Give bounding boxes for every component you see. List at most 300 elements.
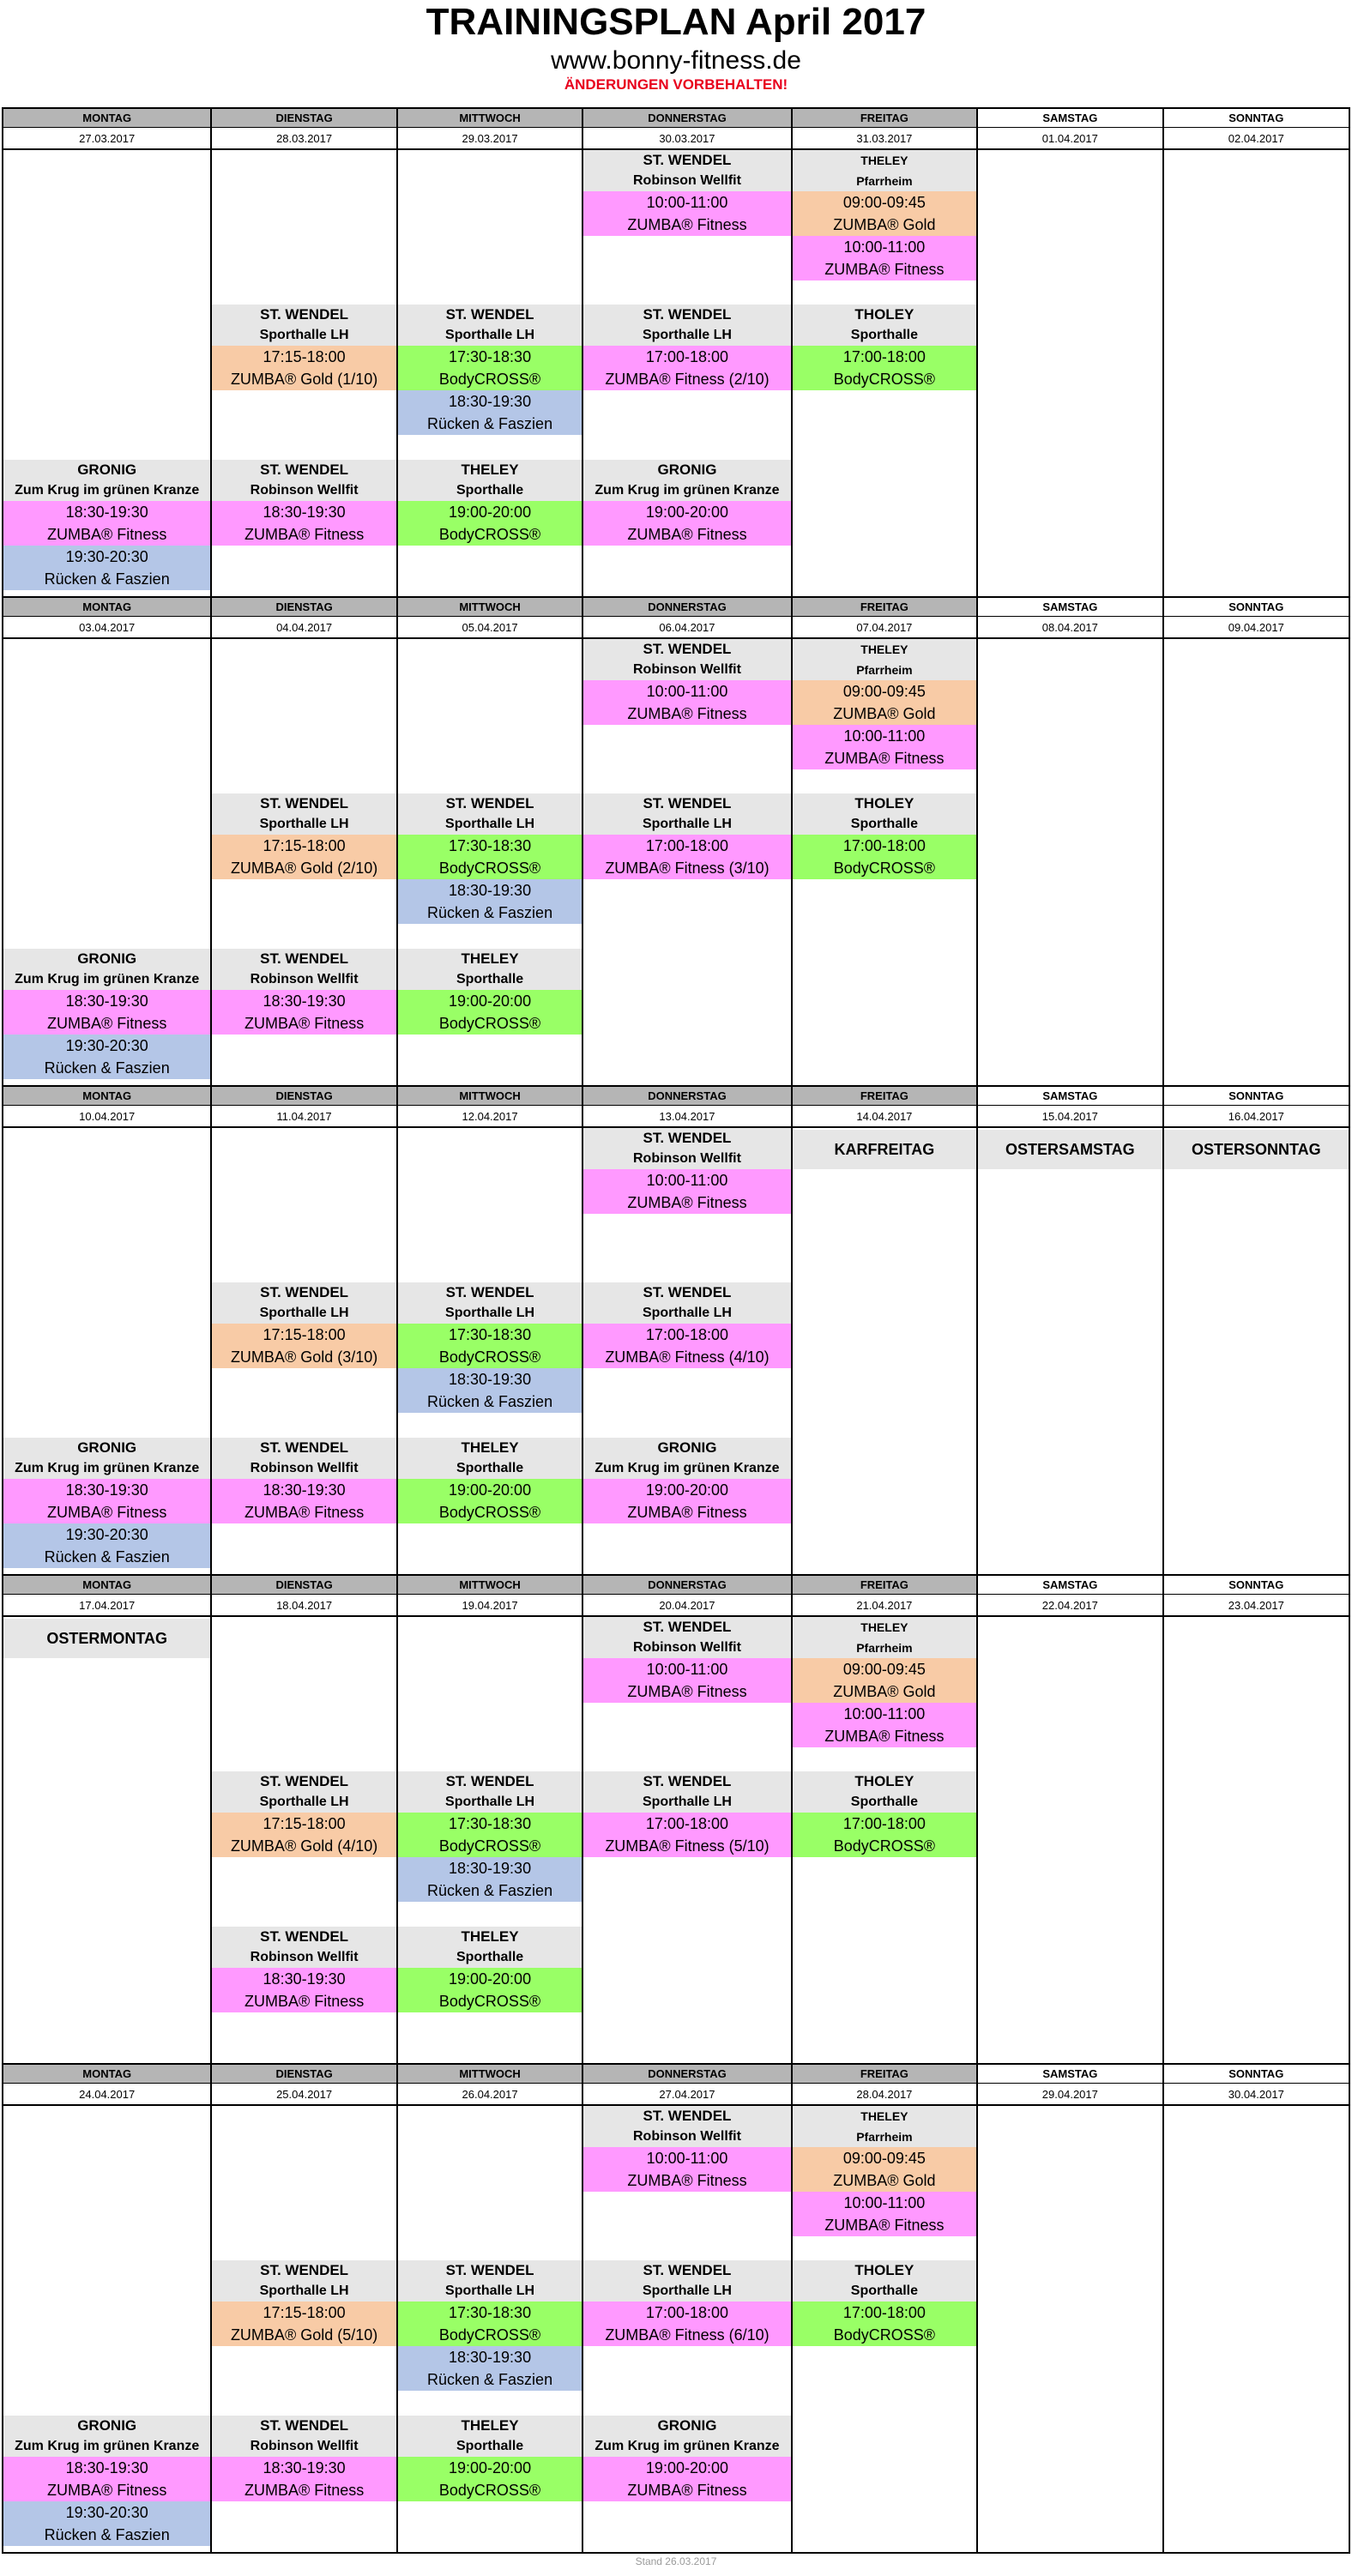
location-name: ST. WENDEL bbox=[445, 1284, 534, 1300]
class-name: Rücken & Faszien bbox=[44, 1548, 170, 1566]
class-time: 19:30-20:30 bbox=[65, 1037, 148, 1054]
date-cell: 08.04.2017 bbox=[978, 617, 1163, 639]
class-block[interactable] bbox=[398, 2457, 582, 2501]
class-block[interactable] bbox=[212, 835, 395, 879]
location-name: GRONIG bbox=[77, 1439, 137, 1456]
class-block[interactable] bbox=[583, 346, 790, 390]
weekday-header: MITTWOCH bbox=[398, 107, 583, 128]
class-block[interactable] bbox=[3, 1035, 210, 1079]
training-slot[interactable] bbox=[793, 1771, 976, 1857]
weekday-header: SONNTAG bbox=[1164, 1574, 1349, 1595]
location-header bbox=[3, 460, 210, 501]
class-block[interactable] bbox=[793, 2147, 976, 2192]
training-slot[interactable] bbox=[3, 1438, 210, 1568]
training-slot[interactable] bbox=[3, 949, 210, 1079]
class-time: 18:30-19:30 bbox=[449, 393, 532, 410]
training-slot[interactable] bbox=[583, 150, 790, 236]
training-slot[interactable] bbox=[398, 1282, 582, 1413]
class-block[interactable] bbox=[793, 835, 976, 879]
training-slot[interactable] bbox=[793, 305, 976, 390]
week-body bbox=[3, 150, 1349, 596]
day-column bbox=[978, 1128, 1163, 1574]
class-block[interactable] bbox=[398, 990, 582, 1035]
weekday-header: SAMSTAG bbox=[978, 1085, 1163, 1106]
location-name: ST. WENDEL bbox=[260, 950, 349, 967]
training-slot[interactable] bbox=[398, 949, 582, 1035]
training-slot[interactable] bbox=[212, 1282, 395, 1368]
training-slot[interactable] bbox=[212, 949, 395, 1035]
location-header bbox=[583, 460, 790, 501]
training-slot[interactable] bbox=[398, 2416, 582, 2501]
class-name: ZUMBA® Gold (2/10) bbox=[230, 860, 378, 877]
class-block[interactable] bbox=[398, 2346, 582, 2391]
class-name: ZUMBA® Fitness bbox=[627, 1194, 747, 1211]
weekday-header: DIENSTAG bbox=[212, 107, 397, 128]
training-slot[interactable] bbox=[398, 2260, 582, 2391]
class-block[interactable] bbox=[583, 2147, 790, 2192]
venue-name: Sporthalle bbox=[850, 2283, 918, 2298]
class-name: Rücken & Faszien bbox=[427, 1393, 553, 1410]
day-column bbox=[793, 1128, 978, 1574]
class-name: ZUMBA® Gold bbox=[833, 1683, 936, 1700]
venue-name: Zum Krug im grünen Kranze bbox=[15, 483, 200, 498]
class-block[interactable] bbox=[398, 1857, 582, 1902]
training-slot[interactable] bbox=[583, 793, 790, 879]
day-column bbox=[1164, 2106, 1349, 2552]
class-time: 18:30-19:30 bbox=[449, 882, 532, 899]
venue-name: Zum Krug im grünen Kranze bbox=[15, 972, 200, 986]
venue-name: Sporthalle LH bbox=[445, 328, 535, 342]
day-column bbox=[793, 1617, 978, 2063]
class-block[interactable] bbox=[212, 2302, 395, 2346]
location-name: ST. WENDEL bbox=[643, 1619, 732, 1635]
location-name: ST. WENDEL bbox=[260, 2417, 349, 2434]
class-time: 17:30-18:30 bbox=[449, 348, 532, 365]
disclaimer-text: ÄNDERUNGEN VORBEHALTEN! bbox=[564, 76, 788, 93]
date-row bbox=[3, 128, 1349, 150]
class-time: 18:30-19:30 bbox=[263, 1970, 346, 1988]
location-header bbox=[212, 1927, 395, 1968]
class-block[interactable] bbox=[3, 1479, 210, 1523]
class-name: ZUMBA® Gold (4/10) bbox=[230, 1837, 378, 1855]
class-name: BodyCROSS® bbox=[438, 2326, 541, 2344]
class-block[interactable] bbox=[3, 990, 210, 1035]
class-block[interactable] bbox=[793, 191, 976, 236]
weekday-header-row bbox=[3, 1085, 1349, 1106]
class-block[interactable] bbox=[583, 2457, 790, 2501]
weekday-header: MONTAG bbox=[3, 1574, 212, 1595]
class-block[interactable] bbox=[793, 1703, 976, 1747]
class-name: Rücken & Faszien bbox=[44, 1059, 170, 1077]
class-block[interactable] bbox=[398, 1479, 582, 1523]
location-name: ST. WENDEL bbox=[260, 2262, 349, 2278]
location-name: ST. WENDEL bbox=[260, 795, 349, 811]
class-block[interactable] bbox=[583, 1324, 790, 1368]
location-header bbox=[583, 2106, 790, 2147]
location-header bbox=[793, 2260, 976, 2302]
date-cell: 29.04.2017 bbox=[978, 2084, 1163, 2106]
day-column bbox=[793, 150, 978, 596]
venue-name: Zum Krug im grünen Kranze bbox=[15, 1461, 200, 1475]
class-time: 18:30-19:30 bbox=[263, 2459, 346, 2476]
class-time: 17:00-18:00 bbox=[842, 2304, 926, 2321]
weekday-header-row bbox=[3, 2063, 1349, 2084]
training-slot[interactable] bbox=[398, 305, 582, 435]
class-time: 17:00-18:00 bbox=[645, 1815, 729, 1832]
location-name: THELEY bbox=[461, 950, 519, 967]
day-column bbox=[583, 639, 792, 1085]
class-block[interactable] bbox=[3, 546, 210, 590]
class-time: 17:30-18:30 bbox=[449, 1815, 532, 1832]
venue-name: Sporthalle LH bbox=[259, 1795, 349, 1809]
training-slot[interactable] bbox=[583, 639, 790, 725]
class-block[interactable] bbox=[398, 501, 582, 546]
location-header bbox=[793, 305, 976, 346]
class-name: BodyCROSS® bbox=[438, 1837, 541, 1855]
date-cell: 30.03.2017 bbox=[583, 128, 792, 150]
weekday-header-row bbox=[3, 1574, 1349, 1595]
day-column bbox=[978, 639, 1163, 1085]
class-time: 17:00-18:00 bbox=[842, 348, 926, 365]
location-name: THELEY bbox=[860, 2109, 908, 2123]
venue-name: Pfarrheim bbox=[856, 2130, 913, 2144]
training-slot[interactable] bbox=[3, 460, 210, 590]
location-header bbox=[583, 793, 790, 835]
week-body bbox=[3, 1617, 1349, 2063]
class-name: ZUMBA® Fitness bbox=[244, 1015, 365, 1032]
class-block[interactable] bbox=[398, 879, 582, 924]
weekday-header: MONTAG bbox=[3, 2063, 212, 2084]
training-slot[interactable] bbox=[583, 1128, 790, 1214]
date-cell: 12.04.2017 bbox=[398, 1106, 583, 1128]
date-row bbox=[3, 2084, 1349, 2106]
class-time: 17:00-18:00 bbox=[645, 837, 729, 854]
class-name: BodyCROSS® bbox=[438, 1348, 541, 1366]
training-slot[interactable] bbox=[212, 460, 395, 546]
class-name: ZUMBA® Fitness (3/10) bbox=[605, 860, 770, 877]
training-slot[interactable] bbox=[212, 1438, 395, 1523]
class-time: 18:30-19:30 bbox=[449, 1371, 532, 1388]
location-header bbox=[212, 1282, 395, 1324]
venue-name: Sporthalle LH bbox=[642, 1306, 732, 1320]
training-slot[interactable] bbox=[583, 2106, 790, 2192]
class-block[interactable] bbox=[3, 1523, 210, 1568]
training-slot[interactable] bbox=[583, 460, 790, 546]
weekday-header: MITTWOCH bbox=[398, 1085, 583, 1106]
holiday-slot bbox=[978, 1130, 1162, 1169]
weekday-header: SONNTAG bbox=[1164, 107, 1349, 128]
day-column bbox=[212, 639, 397, 1085]
location-name: GRONIG bbox=[77, 2417, 137, 2434]
venue-name: Sporthalle bbox=[456, 1950, 524, 1964]
class-time: 10:00-11:00 bbox=[843, 727, 926, 745]
training-slot[interactable] bbox=[212, 793, 395, 879]
training-slot[interactable] bbox=[583, 1438, 790, 1523]
class-block[interactable] bbox=[793, 2192, 976, 2236]
location-name: ST. WENDEL bbox=[260, 1773, 349, 1789]
class-block[interactable] bbox=[583, 2302, 790, 2346]
day-column bbox=[212, 2106, 397, 2552]
date-cell: 30.04.2017 bbox=[1164, 2084, 1349, 2106]
location-header bbox=[212, 2260, 395, 2302]
venue-name: Sporthalle LH bbox=[259, 2283, 349, 2298]
website-link[interactable]: www.bonny-fitness.de bbox=[551, 46, 801, 75]
location-header bbox=[3, 2416, 210, 2457]
venue-name: Robinson Wellfit bbox=[633, 2129, 741, 2144]
class-block[interactable] bbox=[398, 1324, 582, 1368]
class-time: 19:00-20:00 bbox=[449, 504, 532, 521]
location-header bbox=[793, 150, 976, 191]
training-slot[interactable] bbox=[793, 150, 976, 281]
calendar-week bbox=[2, 107, 1350, 596]
date-row bbox=[3, 1595, 1349, 1617]
location-header bbox=[583, 150, 790, 191]
class-name: BodyCROSS® bbox=[438, 526, 541, 543]
class-block[interactable] bbox=[398, 1368, 582, 1413]
location-header bbox=[583, 1282, 790, 1324]
date-cell: 24.04.2017 bbox=[3, 2084, 212, 2106]
location-header bbox=[583, 2416, 790, 2457]
location-header bbox=[583, 1438, 790, 1479]
day-column bbox=[3, 1128, 212, 1574]
class-block[interactable] bbox=[398, 835, 582, 879]
location-name: ST. WENDEL bbox=[445, 1773, 534, 1789]
training-slot[interactable] bbox=[793, 2260, 976, 2346]
venue-name: Pfarrheim bbox=[856, 663, 913, 677]
weekday-header: SAMSTAG bbox=[978, 2063, 1163, 2084]
class-block[interactable] bbox=[583, 1479, 790, 1523]
date-cell: 15.04.2017 bbox=[978, 1106, 1163, 1128]
location-header bbox=[212, 949, 395, 990]
class-time: 09:00-09:45 bbox=[842, 683, 926, 700]
venue-name: Pfarrheim bbox=[856, 1641, 913, 1655]
location-name: THELEY bbox=[461, 2417, 519, 2434]
holiday-slot bbox=[1164, 1130, 1349, 1169]
venue-name: Sporthalle LH bbox=[642, 328, 732, 342]
day-column bbox=[583, 150, 792, 596]
location-name: ST. WENDEL bbox=[643, 152, 732, 168]
day-column bbox=[1164, 1617, 1349, 2063]
venue-name: Sporthalle bbox=[456, 2439, 524, 2453]
date-cell: 03.04.2017 bbox=[3, 617, 212, 639]
class-name: ZUMBA® Fitness bbox=[627, 1504, 747, 1521]
class-name: BodyCROSS® bbox=[833, 371, 936, 388]
training-slot[interactable] bbox=[398, 460, 582, 546]
class-time: 19:00-20:00 bbox=[449, 2459, 532, 2476]
location-name: GRONIG bbox=[77, 950, 137, 967]
date-cell: 31.03.2017 bbox=[793, 128, 978, 150]
class-block[interactable] bbox=[583, 1813, 790, 1857]
class-name: ZUMBA® Fitness bbox=[627, 2482, 747, 2499]
location-name: ST. WENDEL bbox=[445, 306, 534, 323]
weekday-header: SAMSTAG bbox=[978, 596, 1163, 617]
class-block[interactable] bbox=[793, 236, 976, 281]
day-column bbox=[212, 1617, 397, 2063]
training-slot[interactable] bbox=[583, 1771, 790, 1857]
class-time: 10:00-11:00 bbox=[843, 2194, 926, 2211]
class-name: Rücken & Faszien bbox=[427, 415, 553, 432]
training-slot[interactable] bbox=[3, 2416, 210, 2546]
class-name: ZUMBA® Fitness bbox=[47, 526, 167, 543]
class-name: ZUMBA® Gold (5/10) bbox=[230, 2326, 378, 2344]
day-column bbox=[398, 1128, 583, 1574]
date-cell: 28.04.2017 bbox=[793, 2084, 978, 2106]
class-name: ZUMBA® Gold bbox=[833, 2172, 936, 2189]
class-block[interactable] bbox=[793, 2302, 976, 2346]
location-name: THOLEY bbox=[854, 2262, 914, 2278]
class-time: 17:30-18:30 bbox=[449, 2304, 532, 2321]
class-name: ZUMBA® Fitness bbox=[824, 2217, 945, 2234]
day-column bbox=[793, 639, 978, 1085]
weekday-header: SONNTAG bbox=[1164, 1085, 1349, 1106]
class-block[interactable] bbox=[212, 2457, 395, 2501]
class-time: 09:00-09:45 bbox=[842, 2150, 926, 2167]
class-name: ZUMBA® Fitness bbox=[824, 261, 945, 278]
weekday-header: MONTAG bbox=[3, 107, 212, 128]
class-time: 18:30-19:30 bbox=[263, 992, 346, 1010]
class-block[interactable] bbox=[212, 1324, 395, 1368]
location-name: GRONIG bbox=[657, 2417, 717, 2434]
training-slot[interactable] bbox=[583, 1282, 790, 1368]
venue-name: Robinson Wellfit bbox=[633, 1640, 741, 1655]
class-time: 17:00-18:00 bbox=[842, 837, 926, 854]
location-header bbox=[583, 1128, 790, 1169]
class-name: ZUMBA® Fitness bbox=[47, 1015, 167, 1032]
weekday-header: DIENSTAG bbox=[212, 1085, 397, 1106]
date-cell: 25.04.2017 bbox=[212, 2084, 397, 2106]
venue-name: Sporthalle bbox=[456, 483, 524, 498]
class-block[interactable] bbox=[3, 2501, 210, 2546]
training-slot[interactable] bbox=[212, 305, 395, 390]
date-cell: 27.04.2017 bbox=[583, 2084, 792, 2106]
class-name: BodyCROSS® bbox=[438, 1015, 541, 1032]
class-block[interactable] bbox=[212, 1968, 395, 2012]
location-header bbox=[793, 1771, 976, 1813]
class-block[interactable] bbox=[212, 990, 395, 1035]
training-slot[interactable] bbox=[793, 793, 976, 879]
weekday-header: DIENSTAG bbox=[212, 596, 397, 617]
training-slot[interactable] bbox=[212, 2260, 395, 2346]
class-name: Rücken & Faszien bbox=[427, 1882, 553, 1899]
class-block[interactable] bbox=[212, 1479, 395, 1523]
weekday-header: MITTWOCH bbox=[398, 596, 583, 617]
day-column bbox=[3, 1617, 212, 2063]
class-name: ZUMBA® Fitness (2/10) bbox=[605, 371, 770, 388]
location-header bbox=[398, 1438, 582, 1479]
class-block[interactable] bbox=[3, 2457, 210, 2501]
class-time: 19:30-20:30 bbox=[65, 1526, 148, 1543]
class-time: 17:30-18:30 bbox=[449, 1326, 532, 1343]
class-block[interactable] bbox=[793, 1813, 976, 1857]
venue-name: Robinson Wellfit bbox=[250, 972, 359, 986]
class-name: ZUMBA® Fitness bbox=[627, 2172, 747, 2189]
class-block[interactable] bbox=[3, 501, 210, 546]
location-name: GRONIG bbox=[77, 462, 137, 478]
location-header bbox=[3, 1438, 210, 1479]
class-block[interactable] bbox=[398, 346, 582, 390]
training-slot[interactable] bbox=[583, 2260, 790, 2346]
class-name: BodyCROSS® bbox=[438, 1993, 541, 2010]
training-slot[interactable] bbox=[793, 1617, 976, 1747]
day-column bbox=[1164, 1128, 1349, 1574]
footer-stand: Stand 26.03.2017 bbox=[635, 2555, 717, 2567]
date-cell: 05.04.2017 bbox=[398, 617, 583, 639]
holiday-label: OSTERSAMSTAG bbox=[978, 1130, 1162, 1169]
class-block[interactable] bbox=[583, 1658, 790, 1703]
training-slot[interactable] bbox=[398, 1771, 582, 1902]
class-block[interactable] bbox=[398, 1968, 582, 2012]
date-cell: 06.04.2017 bbox=[583, 617, 792, 639]
training-slot[interactable] bbox=[212, 2416, 395, 2501]
location-header bbox=[583, 639, 790, 680]
training-slot[interactable] bbox=[212, 1771, 395, 1857]
class-name: ZUMBA® Fitness bbox=[47, 2482, 167, 2499]
class-block[interactable] bbox=[398, 2302, 582, 2346]
weekday-header-row bbox=[3, 107, 1349, 128]
date-row bbox=[3, 1106, 1349, 1128]
date-cell: 28.03.2017 bbox=[212, 128, 397, 150]
location-name: THELEY bbox=[860, 642, 908, 656]
location-header bbox=[793, 2106, 976, 2147]
location-name: ST. WENDEL bbox=[260, 462, 349, 478]
location-name: ST. WENDEL bbox=[643, 2262, 732, 2278]
class-block[interactable] bbox=[793, 725, 976, 769]
class-block[interactable] bbox=[583, 501, 790, 546]
class-name: ZUMBA® Gold bbox=[833, 705, 936, 722]
class-block[interactable] bbox=[793, 346, 976, 390]
date-cell: 26.04.2017 bbox=[398, 2084, 583, 2106]
training-slot[interactable] bbox=[398, 1438, 582, 1523]
weekday-header: FREITAG bbox=[793, 2063, 978, 2084]
day-column bbox=[3, 639, 212, 1085]
date-cell: 04.04.2017 bbox=[212, 617, 397, 639]
class-block[interactable] bbox=[212, 1813, 395, 1857]
class-block[interactable] bbox=[793, 1658, 976, 1703]
class-block[interactable] bbox=[212, 501, 395, 546]
training-slot[interactable] bbox=[398, 793, 582, 924]
class-name: BodyCROSS® bbox=[833, 860, 936, 877]
class-block[interactable] bbox=[793, 680, 976, 725]
location-header bbox=[398, 305, 582, 346]
training-slot[interactable] bbox=[398, 1927, 582, 2012]
training-slot[interactable] bbox=[583, 1617, 790, 1703]
venue-name: Sporthalle bbox=[850, 817, 918, 831]
class-block[interactable] bbox=[212, 346, 395, 390]
class-block[interactable] bbox=[583, 1169, 790, 1214]
class-block[interactable] bbox=[398, 1813, 582, 1857]
training-slot[interactable] bbox=[212, 1927, 395, 2012]
training-slot[interactable] bbox=[583, 2416, 790, 2501]
class-block[interactable] bbox=[583, 191, 790, 236]
class-block[interactable] bbox=[583, 835, 790, 879]
location-header bbox=[398, 1771, 582, 1813]
class-block[interactable] bbox=[398, 390, 582, 435]
class-name: Rücken & Faszien bbox=[427, 2371, 553, 2388]
venue-name: Sporthalle LH bbox=[259, 328, 349, 342]
class-time: 17:00-18:00 bbox=[645, 348, 729, 365]
class-name: BodyCROSS® bbox=[833, 2326, 936, 2344]
date-cell: 09.04.2017 bbox=[1164, 617, 1349, 639]
training-slot[interactable] bbox=[793, 639, 976, 769]
date-row bbox=[3, 617, 1349, 639]
class-time: 10:00-11:00 bbox=[646, 1172, 728, 1189]
day-column bbox=[583, 1617, 792, 2063]
weekday-header: SAMSTAG bbox=[978, 107, 1163, 128]
training-slot[interactable] bbox=[583, 305, 790, 390]
class-block[interactable] bbox=[583, 680, 790, 725]
class-time: 17:15-18:00 bbox=[263, 2304, 346, 2321]
training-slot[interactable] bbox=[793, 2106, 976, 2236]
